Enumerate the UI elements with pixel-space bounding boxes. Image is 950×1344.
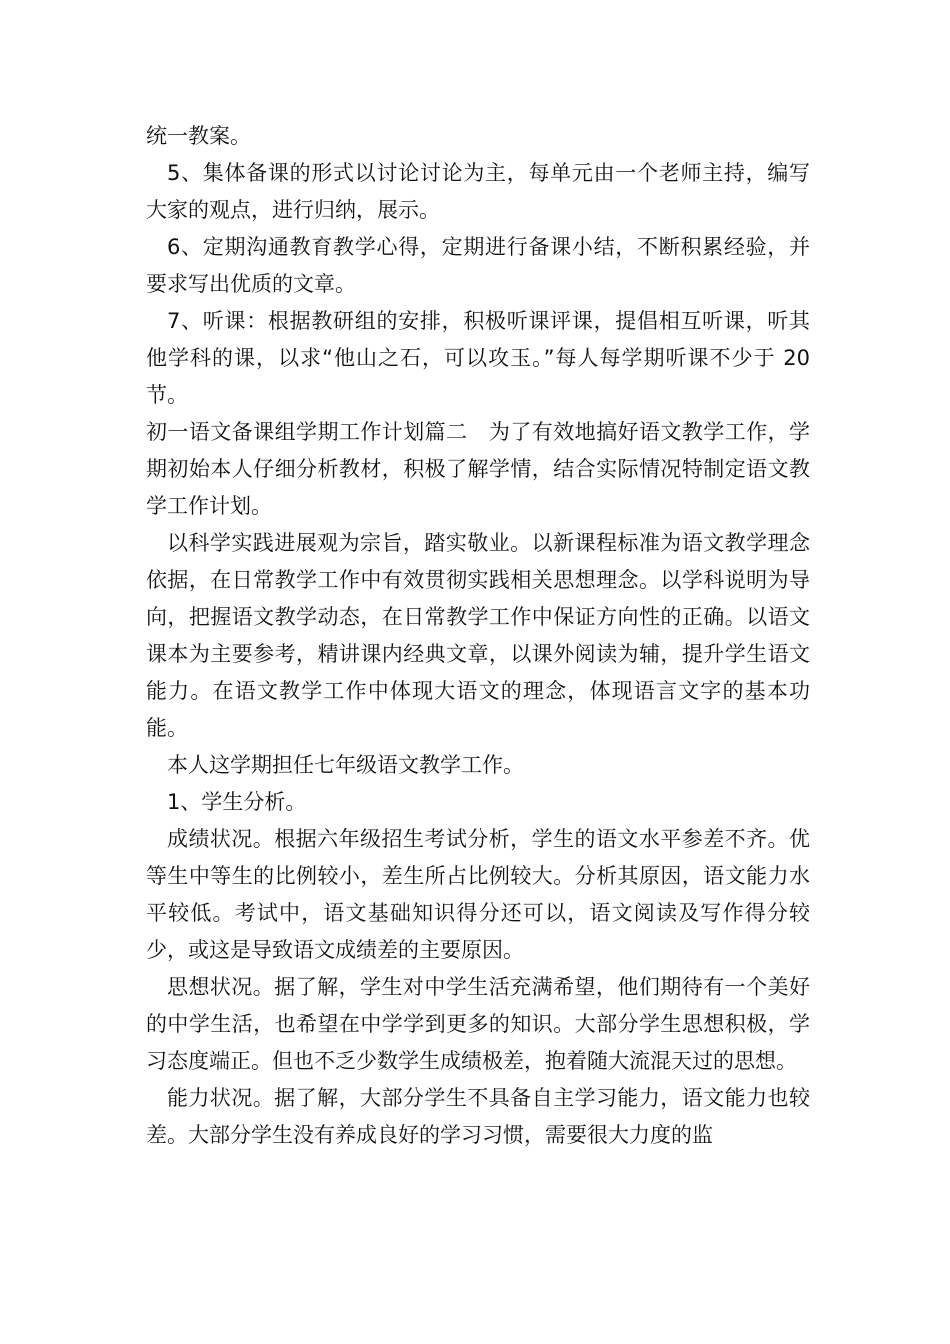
paragraph-9: 成绩状况。根据六年级招生考试分析，学生的语文水平参差不齐。优等生中等生的比例较小，差生所占比例较大。分析其原因，语文能力水平较低。考试中，语文基础知识得分还可以，语文阅读及写作得分较少，或这是导致语文成绩差的主要原因。 (146, 827, 810, 962)
paragraph-8: 1、学生分析。 (167, 790, 307, 814)
paragraph-1: 统一教案。 (146, 124, 251, 148)
document-body (146, 118, 810, 1154)
paragraph-3: 6、定期沟通教育教学心得，定期进行备课小结，不断积累经验，并要求写出优质的文章。 (146, 235, 810, 296)
paragraph-2: 5、集体备课的形式以讨论讨论为主，每单元由一个老师主持，编写大家的观点，进行归纳，展示。 (146, 161, 810, 222)
paragraph-7: 本人这学期担任七年级语文教学工作。 (167, 753, 524, 777)
paragraph-5: 初一语文备课组学期工作计划篇二 为了有效地搞好语文教学工作，学期初始本人仔细分析教材，积极了解学情，结合实际情况特制定语文教学工作计划。 (146, 420, 810, 518)
paragraph-11: 能力状况。据了解，大部分学生不具备自主学习能力，语文能力也较差。大部分学生没有养成良好的学习习惯，需要很大力度的监 (146, 1086, 810, 1147)
paragraph-4: 7、听课：根据教研组的安排，积极听课评课，提倡相互听课，听其他学科的课，以求“他山之石，可以攻玉。”每人每学期听课不少于 20 节。 (146, 309, 810, 407)
paragraph-6: 以科学实践进展观为宗旨，踏实敬业。以新课程标准为语文教学理念依据，在日常教学工作中有效贯彻实践相关思想理念。以学科说明为导向，把握语文教学动态，在日常教学工作中保证方向性的正确。以语文课本为主要参考，精讲课内经典文章，以课外阅读为辅，提升学生语文能力。在语文教学工作中体现大语文的理念，体现语言文字的基本功能。 (146, 531, 810, 740)
paragraph-10: 思想状况。据了解，学生对中学生活充满希望，他们期待有一个美好的中学生活，也希望在中学学到更多的知识。大部分学生思想积极，学习态度端正。但也不乏少数学生成绩极差，抱着随大流混天过的思想。 (146, 975, 810, 1073)
